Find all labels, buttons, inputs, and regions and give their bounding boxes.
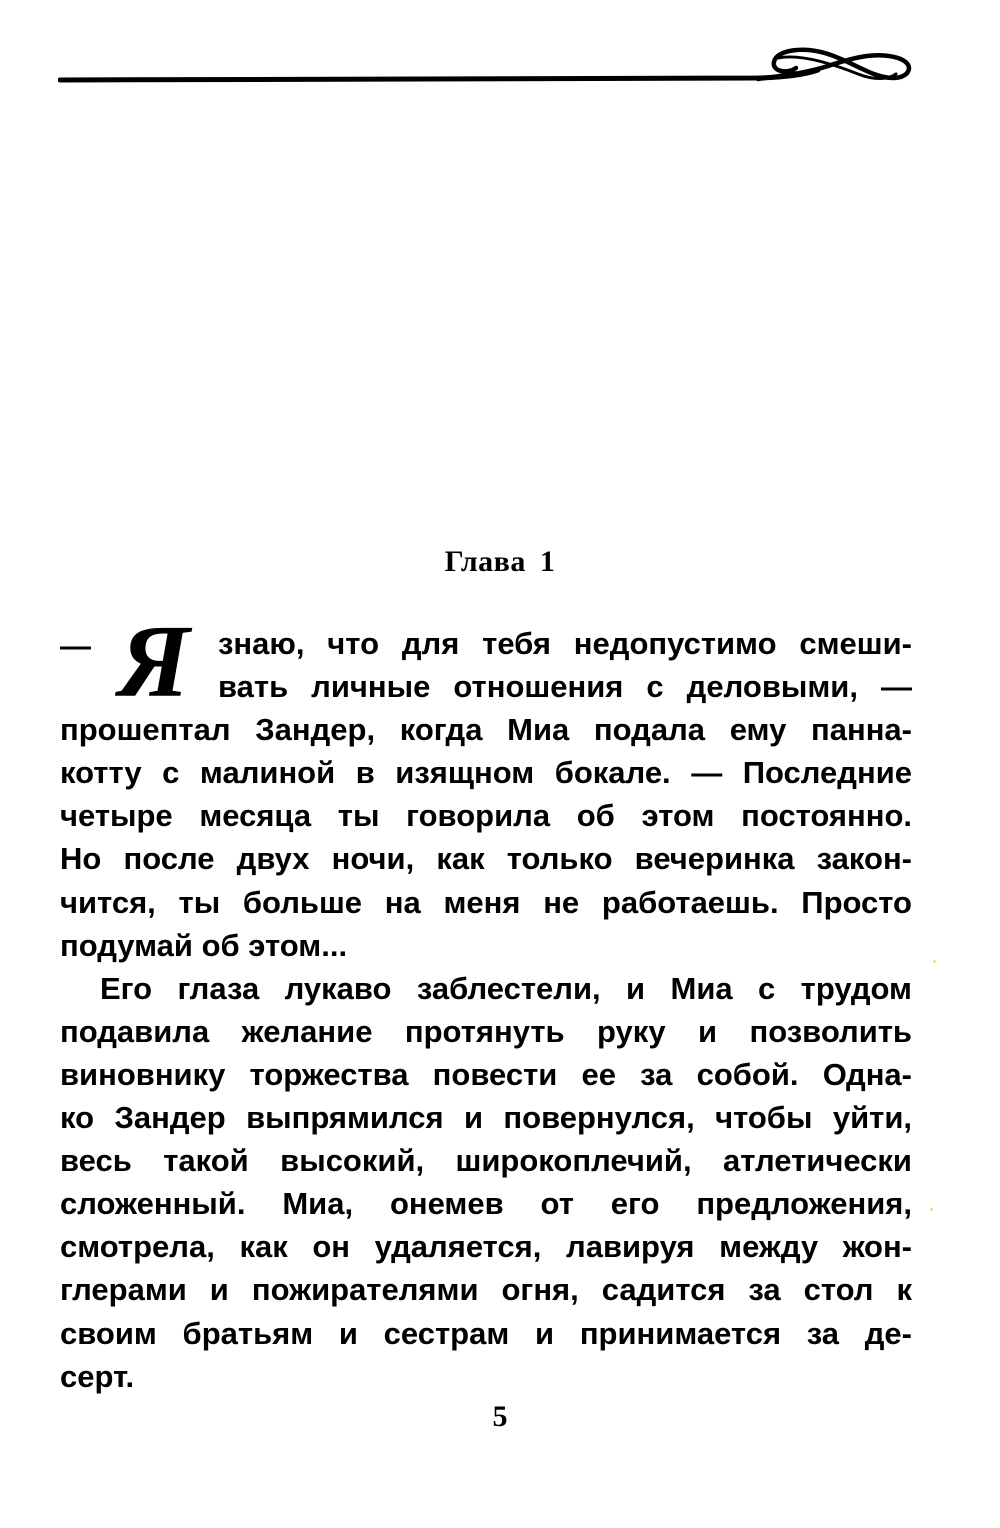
text-line: весь такой высокий, широкоплечий, атлетически (60, 1143, 912, 1179)
text-line: смотрела, как он удаляется, лавируя между жон- (60, 1229, 912, 1265)
page-number: 5 (492, 1400, 508, 1433)
text-line: подумай об этом... (60, 927, 348, 963)
drop-cap: Я (118, 604, 190, 719)
text-line: прошептал Зандер, когда Миа подала ему панна- (60, 712, 912, 748)
text-line: котту с малиной в изящном бокале. — Последние (60, 755, 912, 791)
text-line: чится, ты больше на меня не работаешь. Просто (60, 884, 912, 920)
scan-speck (930, 1208, 933, 1211)
text-line: серт. (60, 1358, 135, 1394)
text-line: Но после двух ночи, как только вечеринка закон- (60, 841, 912, 877)
text-line: своим братьям и сестрам и принимается за де- (60, 1315, 912, 1351)
chapter-title (0, 545, 1000, 579)
scan-speck (933, 960, 936, 963)
text-line: ко Зандер выпрямился и повернулся, чтобы уйти, (60, 1100, 912, 1136)
text-line: виновнику торжества повести ее за собой. Одна- (60, 1056, 912, 1092)
text-line: знаю, что для тебя недопустимо смеши- (218, 626, 912, 661)
text-line: глерами и пожирателями огня, садится за стол к (60, 1272, 912, 1308)
chapter-body-text (60, 604, 912, 1398)
text-line: Его глаза лукаво заблестели, и Миа с трудом (100, 970, 912, 1006)
header-rule-flourish-icon (58, 40, 918, 90)
text-line: вать личные отношения с деловыми, — (218, 669, 912, 705)
text-line: подавила желание протянуть руку и позволить (60, 1013, 912, 1049)
text-line: четыре месяца ты говорила об этом постоянно. (60, 798, 912, 834)
chapter-label: Глава (444, 545, 526, 578)
dialogue-dash: — (60, 628, 91, 663)
text-line: сложенный. Миа, онемев от его предложения, (60, 1186, 912, 1222)
chapter-number: 1 (539, 545, 556, 578)
